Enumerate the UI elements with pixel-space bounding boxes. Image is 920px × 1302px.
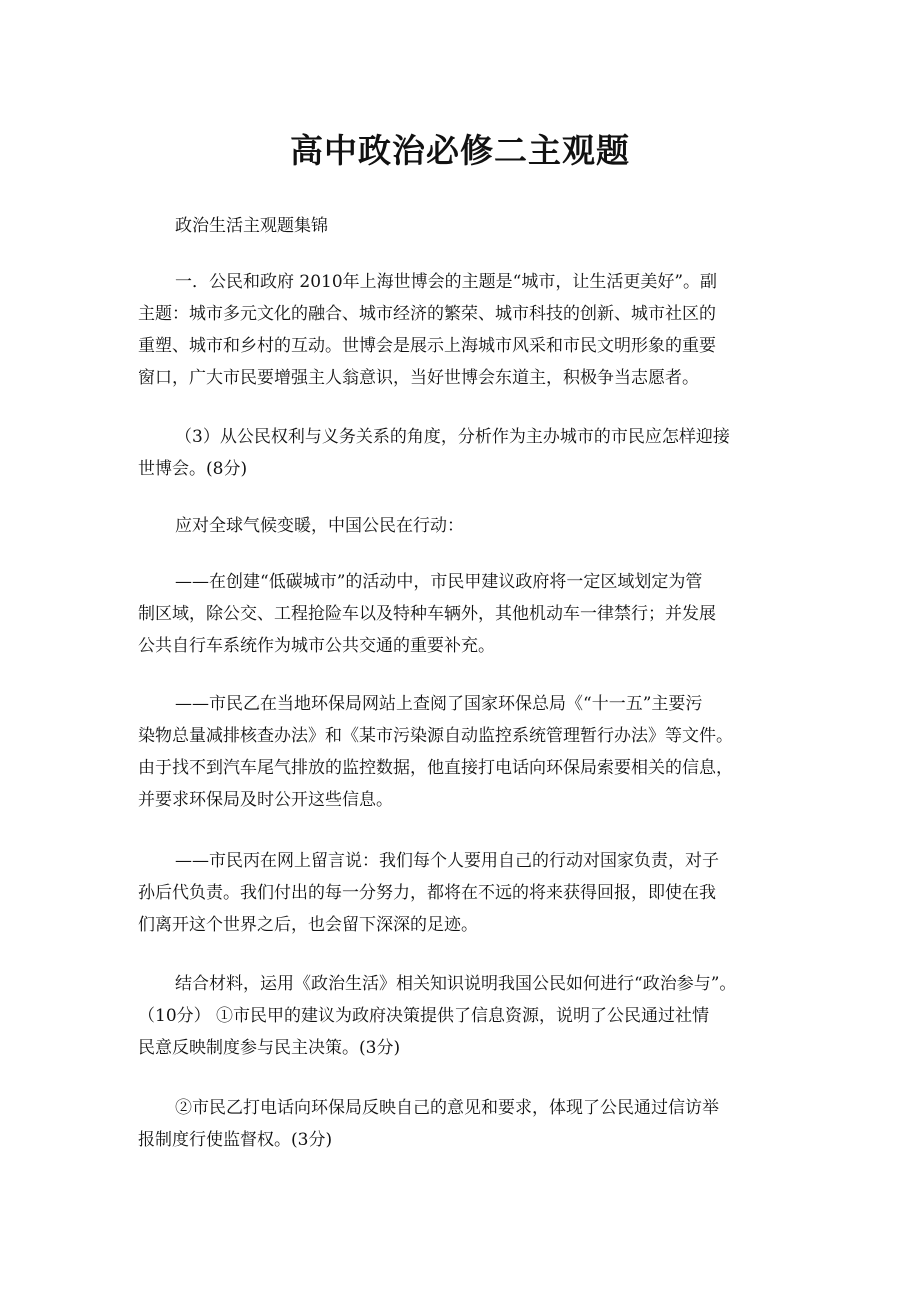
intro-paragraph xyxy=(138,266,798,394)
text-line: 染物总量减排核查办法》和《某市污染源自动监控系统管理暂行办法》等文件。 xyxy=(138,726,733,746)
text-line: 孙后代负责。我们付出的每一分努力，都将在不远的将来获得回报，即使在我 xyxy=(138,883,716,903)
subtitle-paragraph xyxy=(138,210,798,242)
text-line: 并要求环保局及时公开这些信息。 xyxy=(138,790,393,810)
text-line: （3）从公民权利与义务关系的角度，分析作为主办城市的市民应怎样迎接 xyxy=(175,427,730,447)
answer-1-paragraph xyxy=(138,968,798,1064)
text-line: 结合材料，运用《政治生活》相关知识说明我国公民如何进行“政治参与”。 xyxy=(175,974,737,994)
document-title: 高中政治必修二主观题 xyxy=(290,131,630,170)
text-line: 重塑、城市和乡村的互动。世博会是展示上海城市风采和市民文明形象的重要 xyxy=(138,336,716,356)
text-line: ——市民乙在当地环保局网站上查阅了国家环保总局《“十一五”主要污 xyxy=(175,694,703,714)
text-line: ——在创建“低碳城市”的活动中，市民甲建议政府将一定区域划定为管 xyxy=(175,572,703,592)
text-line: 报制度行使监督权。(3分) xyxy=(138,1130,333,1150)
text-line: 主题：城市多元文化的融合、城市经济的繁荣、城市科技的创新、城市社区的 xyxy=(138,304,716,324)
text-line: 民意反映制度参与民主决策。(3分) xyxy=(138,1038,401,1058)
text-line: 一．公民和政府 2010年上海世博会的主题是“城市，让生活更美好”。副 xyxy=(175,272,718,292)
text-line: ②市民乙打电话向环保局反映自己的意见和要求，体现了公民通过信访举 xyxy=(175,1098,719,1118)
text-line: ——市民丙在网上留言说：我们每个人要用自己的行动对国家负责，对子 xyxy=(175,851,719,871)
text-line: 制区域，除公交、工程抢险车以及特种车辆外，其他机动车一律禁行；并发展 xyxy=(138,604,716,624)
text-line: 由于找不到汽车尾气排放的监控数据，他直接打电话向环保局索要相关的信息， xyxy=(138,758,733,778)
text-line: 世博会。(8分) xyxy=(138,459,248,479)
citizen-b-paragraph xyxy=(138,688,798,816)
climate-paragraph xyxy=(138,510,798,542)
text-line: 应对全球气候变暖，中国公民在行动： xyxy=(175,516,464,536)
citizen-a-paragraph xyxy=(138,566,798,662)
text-line: 窗口，广大市民要增强主人翁意识，当好世博会东道主，积极争当志愿者。 xyxy=(138,368,699,388)
answer-2-paragraph xyxy=(138,1092,798,1156)
text-line: 们离开这个世界之后，也会留下深深的足迹。 xyxy=(138,915,478,935)
text-line: （10分） ①市民甲的建议为政府决策提供了信息资源，说明了公民通过社情 xyxy=(138,1006,710,1026)
text-line: 公共自行车系统作为城市公共交通的重要补充。 xyxy=(138,636,495,656)
question-paragraph xyxy=(138,421,798,485)
text-line: 政治生活主观题集锦 xyxy=(175,216,328,236)
citizen-c-paragraph xyxy=(138,845,798,941)
